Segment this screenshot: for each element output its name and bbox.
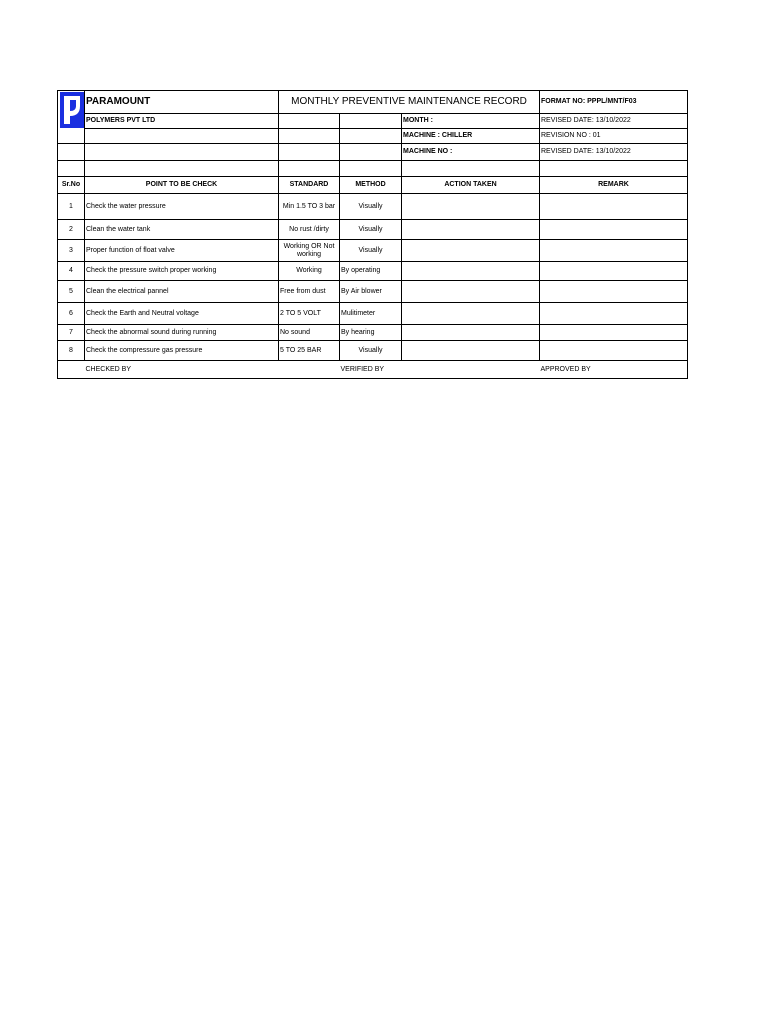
remark-cell[interactable]	[540, 220, 688, 240]
col-header-remark: REMARK	[540, 177, 688, 194]
blank-cell	[540, 161, 688, 177]
col-header-method: METHOD	[340, 177, 402, 194]
row-number: 6	[58, 303, 85, 325]
logo-cell	[58, 91, 85, 129]
month-field: MONTH :	[402, 114, 540, 129]
method-value: By Air blower	[340, 281, 402, 303]
col-header-srno: Sr.No	[58, 177, 85, 194]
blank-cell	[85, 129, 279, 144]
revision-no: REVISION NO : 01	[540, 129, 688, 144]
blank-cell	[279, 144, 340, 161]
table-row	[58, 240, 688, 262]
standard-value: No sound	[279, 325, 340, 341]
blank-cell	[58, 361, 85, 379]
col-header-action-taken: ACTION TAKEN	[402, 177, 540, 194]
row-number: 2	[58, 220, 85, 240]
remark-cell[interactable]	[540, 240, 688, 262]
action-taken-cell[interactable]	[402, 220, 540, 240]
table-row	[58, 281, 688, 303]
verified-by: VERIFIED BY	[340, 361, 402, 379]
method-value: By hearing	[340, 325, 402, 341]
row-number: 5	[58, 281, 85, 303]
method-value: Mulitimeter	[340, 303, 402, 325]
standard-value: 5 TO 25 BAR	[279, 341, 340, 361]
action-taken-cell[interactable]	[402, 194, 540, 220]
blank-cell	[85, 161, 279, 177]
blank-cell	[402, 361, 540, 379]
paramount-logo-icon	[60, 92, 84, 128]
check-point: Check the compressure gas pressure	[85, 341, 279, 361]
check-point: Clean the water tank	[85, 220, 279, 240]
check-point: Check the abnormal sound during running	[85, 325, 279, 341]
remark-cell[interactable]	[540, 303, 688, 325]
blank-cell	[340, 114, 402, 129]
remark-cell[interactable]	[540, 341, 688, 361]
row-number: 8	[58, 341, 85, 361]
standard-value: Working	[279, 262, 340, 281]
remark-cell[interactable]	[540, 262, 688, 281]
action-taken-cell[interactable]	[402, 262, 540, 281]
blank-cell	[58, 129, 85, 144]
action-taken-cell[interactable]	[402, 240, 540, 262]
revised-date-1: REVISED DATE: 13/10/2022	[540, 114, 688, 129]
standard-value: Working OR Not working	[279, 240, 340, 262]
method-value: Visually	[340, 240, 402, 262]
revised-date-2: REVISED DATE: 13/10/2022	[540, 144, 688, 161]
remark-cell[interactable]	[540, 194, 688, 220]
blank-cell	[58, 161, 85, 177]
blank-cell	[340, 129, 402, 144]
blank-cell	[85, 144, 279, 161]
table-row	[58, 262, 688, 281]
col-header-standard: STANDARD	[279, 177, 340, 194]
approved-by: APPROVED BY	[540, 361, 688, 379]
method-value: Visually	[340, 194, 402, 220]
table-row	[58, 325, 688, 341]
method-value: By operating	[340, 262, 402, 281]
check-point: Clean the electrical pannel	[85, 281, 279, 303]
blank-cell	[279, 161, 340, 177]
standard-value: Min 1.5 TO 3 bar	[279, 194, 340, 220]
table-row	[58, 194, 688, 220]
row-number: 7	[58, 325, 85, 341]
standard-value: No rust /dirty	[279, 220, 340, 240]
table-row	[58, 303, 688, 325]
document-title: MONTHLY PREVENTIVE MAINTENANCE RECORD	[279, 91, 540, 114]
check-point: Check the Earth and Neutral voltage	[85, 303, 279, 325]
checked-by: CHECKED BY	[85, 361, 279, 379]
company-name: PARAMOUNT	[85, 91, 279, 114]
table-row	[58, 341, 688, 361]
action-taken-cell[interactable]	[402, 341, 540, 361]
action-taken-cell[interactable]	[402, 303, 540, 325]
check-point: Check the water pressure	[85, 194, 279, 220]
maintenance-record-table	[57, 90, 688, 379]
blank-cell	[402, 161, 540, 177]
blank-cell	[340, 161, 402, 177]
col-header-point: POINT TO BE CHECK	[85, 177, 279, 194]
check-point: Proper function of float valve	[85, 240, 279, 262]
blank-cell	[279, 361, 340, 379]
remark-cell[interactable]	[540, 281, 688, 303]
row-number: 3	[58, 240, 85, 262]
blank-cell	[279, 129, 340, 144]
standard-value: 2 TO 5 VOLT	[279, 303, 340, 325]
blank-cell	[58, 144, 85, 161]
format-no: FORMAT NO: PPPL/MNT/F03	[540, 91, 688, 114]
signature-row	[58, 361, 688, 379]
blank-cell	[340, 144, 402, 161]
action-taken-cell[interactable]	[402, 281, 540, 303]
remark-cell[interactable]	[540, 325, 688, 341]
table-row	[58, 220, 688, 240]
check-point: Check the pressure switch proper working	[85, 262, 279, 281]
action-taken-cell[interactable]	[402, 325, 540, 341]
row-number: 1	[58, 194, 85, 220]
standard-value: Free from dust	[279, 281, 340, 303]
column-header-row	[58, 177, 688, 194]
blank-cell	[279, 114, 340, 129]
method-value: Visually	[340, 341, 402, 361]
row-number: 4	[58, 262, 85, 281]
company-subtitle: POLYMERS PVT LTD	[85, 114, 279, 129]
machine-field: MACHINE : CHILLER	[402, 129, 540, 144]
machine-no-field: MACHINE NO :	[402, 144, 540, 161]
method-value: Visually	[340, 220, 402, 240]
